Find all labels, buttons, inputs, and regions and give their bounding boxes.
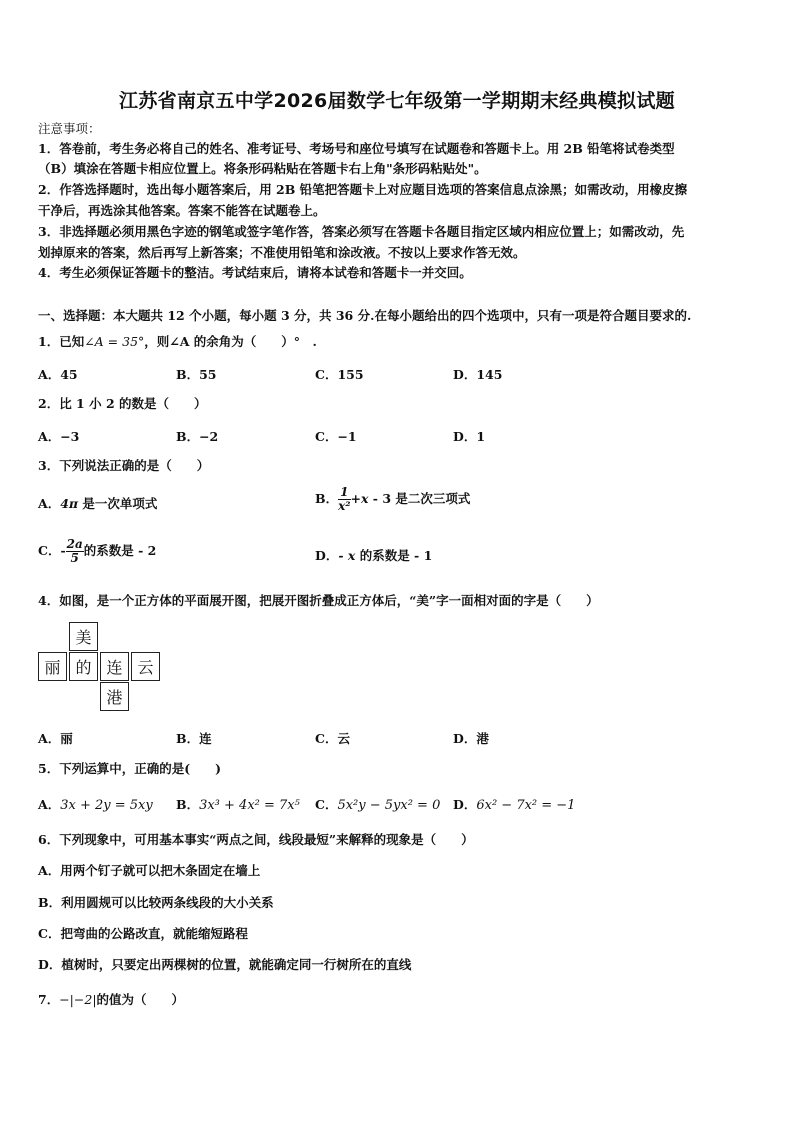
q3-option-c-text: 的系数是 - 2 (83, 543, 157, 558)
net-cell-bottom: 港 (100, 682, 129, 711)
q3-option-d-math: - x (338, 548, 356, 563)
q1-stem-c: ，则∠A 的余角为（ ）° . (144, 334, 317, 349)
question-5-stem: 5．下列运算中，正确的是( ) (38, 761, 222, 776)
q6-option-a: A．用两个钉子就可以把木条固定在墙上 (38, 863, 261, 878)
q2-option-d: D．1 (453, 429, 486, 444)
fraction-numerator: 2a (66, 537, 83, 551)
fraction-denominator: 5 (70, 551, 79, 565)
notice-line: 2．作答选择题时，选出每小题答案后，用 2B 铅笔把答题卡上对应题目选项的答案信息点涂黑；如需改动，用橡皮擦 (38, 182, 688, 197)
q3-option-c-sign: - (60, 543, 66, 558)
net-cell: 连 (100, 652, 129, 681)
q1-option-d: D．145 (453, 367, 503, 382)
q4-option-d: D．港 (453, 731, 489, 746)
q5-option-a-label: A． (38, 797, 61, 812)
q3-option-a-text: 是一次单项式 (78, 496, 158, 511)
q3-option-b-math: +x (350, 491, 369, 506)
question-2-stem: 2．比 1 小 2 的数是（ ） (38, 396, 207, 411)
q3-option-c-fraction (66, 538, 84, 565)
q5-option-c-math: 5x²y − 5yx² = 0 (337, 798, 441, 813)
q5-option-b (176, 795, 300, 813)
q5-option-d (453, 795, 575, 813)
q5-option-d-math: 6x² − 7x² = −1 (476, 798, 576, 813)
q1-stem-a: 1．已知 (38, 334, 85, 349)
q3-option-c (38, 538, 156, 565)
q3-option-a-label: A． (38, 496, 61, 511)
q3-option-b-label: B． (315, 491, 339, 506)
notice-line: 4．考生必须保证答题卡的整洁。考试结束后，请将本试卷和答题卡一并交回。 (38, 265, 472, 280)
q5-option-a-math: 3x + 2y = 5xy (60, 798, 153, 813)
question-3-stem: 3．下列说法正确的是（ ） (38, 458, 210, 473)
fraction-denominator: x² (338, 499, 351, 513)
net-cell: 丽 (38, 652, 67, 681)
notice-line: （B）填涂在答题卡相应位置上。将条形码粘贴在答题卡右上角"条形码粘贴处"。 (38, 161, 487, 176)
q6-option-c: C．把弯曲的公路改直，就能缩短路程 (38, 926, 248, 941)
q1-option-b: B．55 (176, 367, 217, 382)
notice-line: 1．答卷前，考生务必将自己的姓名、准考证号、考场号和座位号填写在试题卷和答题卡上。用 2B 铅笔将试卷类型 (38, 141, 675, 156)
net-cell: 的 (69, 652, 98, 681)
q5-option-b-label: B． (176, 797, 200, 812)
q7-label: 7． (38, 992, 60, 1007)
notice-line: 干净后，再选涂其他答案。答案不能答在试题卷上。 (38, 203, 326, 218)
q2-option-a: A．−3 (38, 429, 80, 444)
q3-option-d (315, 546, 432, 564)
q4-option-c: C．云 (315, 731, 350, 746)
q4-option-a: A．丽 (38, 731, 73, 746)
q5-option-b-math: 3x³ + 4x² = 7x⁵ (199, 798, 300, 813)
notice-line: 3．非选择题必须用黑色字迹的钢笔或签字笔作答，答案必须写在答题卡各题目指定区域内相应位置上；如需改动，先 (38, 224, 685, 239)
net-cell-top: 美 (69, 622, 98, 651)
q5-option-a (38, 795, 153, 813)
q1-option-a: A．45 (38, 367, 78, 382)
q6-option-d: D．植树时，只要定出两棵树的位置，就能确定同一行树所在的直线 (38, 957, 412, 972)
q3-option-a (38, 494, 157, 512)
q4-option-b: B．连 (176, 731, 212, 746)
notice-heading: 注意事项： (38, 121, 101, 136)
net-cell: 云 (131, 652, 160, 681)
notice-line: 划掉原来的答案，然后再写上新答案；不准使用铅笔和涂改液。不按以上要求作答无效。 (38, 245, 526, 260)
question-1-stem (38, 334, 760, 350)
q1-option-c: C．155 (315, 367, 364, 382)
q5-option-c-label: C． (315, 797, 338, 812)
q3-option-d-text: 的系数是 - 1 (355, 548, 433, 563)
q1-angle: ∠A = 35° (84, 334, 145, 349)
q2-option-b: B．−2 (176, 429, 219, 444)
q5-option-d-label: D． (453, 797, 477, 812)
q3-option-a-math: 4π (60, 496, 79, 511)
q3-option-b (315, 486, 470, 513)
q3-option-d-label: D． (315, 548, 339, 563)
q7-math: −|−2| (59, 992, 97, 1007)
cube-net-figure (38, 622, 162, 714)
question-7-stem (38, 992, 760, 1008)
fraction-numerator: 1 (338, 486, 350, 500)
q6-option-b: B．利用圆规可以比较两条线段的大小关系 (38, 895, 274, 910)
q3-option-b-fraction (338, 486, 350, 513)
question-4-stem: 4．如图，是一个正方体的平面展开图，把展开图折叠成正方体后，“美”字一面相对面的字是（ ） (38, 593, 599, 608)
page-title: 江苏省南京五中学2026届数学七年级第一学期期末经典模拟试题 (119, 90, 675, 112)
q3-option-b-text: - 3 是二次三项式 (368, 491, 471, 506)
section-heading: 一、选择题：本大题共 12 个小题，每小题 3 分，共 36 分.在每小题给出的四个选项中，只有一项是符合题目要求的. (38, 308, 692, 323)
q3-option-c-label: C． (38, 543, 61, 558)
question-6-stem: 6．下列现象中，可用基本事实“两点之间，线段最短”来解释的现象是（ ） (38, 832, 474, 847)
q2-option-c: C．−1 (315, 429, 357, 444)
q5-option-c (315, 795, 440, 813)
q7-text: 的值为（ ） (96, 992, 185, 1007)
